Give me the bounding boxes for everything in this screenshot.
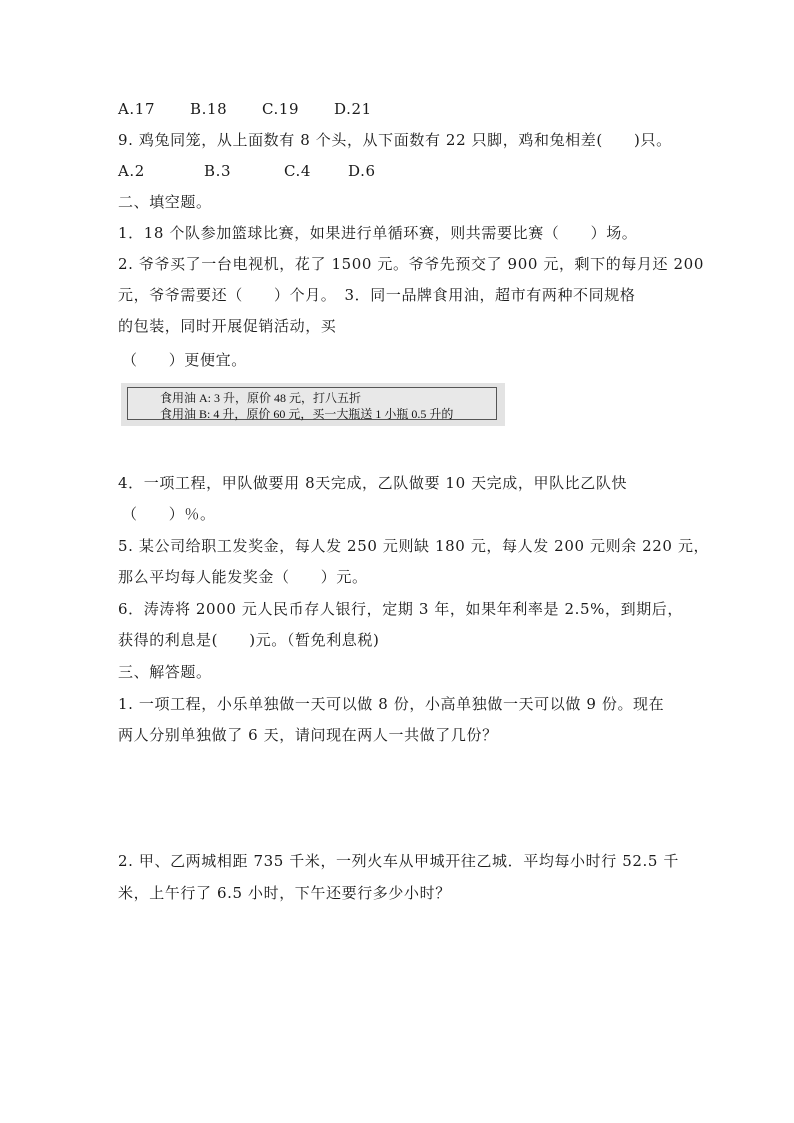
fill-question-1: 1．18 个队参加篮球比赛，如果进行单循环赛，则共需要比赛（ ）场。 [118,224,638,242]
option-b: B.3 [204,162,232,180]
answer-question-1-line2: 两人分别单独做了 6 天，请问现在两人一共做了几份？ [118,726,498,744]
option-a: A.2 [118,162,145,180]
fill-question-2-line1: 2. 爷爷买了一台电视机，花了 1500 元。爷爷先预交了 900 元，剩下的每月还 200 [118,255,704,273]
fill-question-5-line2: 那么平均每人能发奖金（ ）元。 [118,568,368,586]
fill-question-3-line2: （ ）更便宜。 [122,351,247,369]
fill-question-4-line1: 4．一项工程，甲队做要用 8天完成，乙队做要 10 天完成，甲队比乙队快 [118,474,628,492]
oil-info-box [121,383,505,426]
fill-question-4-line2: （ ）％。 [122,505,216,523]
fill-question-6-line2: 获得的利息是( )元。（暂免利息税) [118,631,380,649]
section-2-title: 二、填空题。 [118,193,212,211]
fill-question-5-line1: 5. 某公司给职工发奖金，每人发 250 元则缺 180 元，每人发 200 元则余 220 元， [118,537,710,555]
fill-question-6-line1: 6．涛涛将 2000 元人民币存人银行，定期 3 年，如果年利率是 2.5%，到期后， [118,600,684,618]
q9-options [118,161,376,181]
option-d: D.21 [334,100,372,118]
fill-question-3-line1: 的包装，同时开展促销活动，买 [118,317,337,335]
option-c: C.19 [262,100,300,118]
question-9-stem: 9. 鸡兔同笼，从上面数有 8 个头，从下面数有 22 只脚，鸡和兔相差( )只。 [118,131,672,149]
oil-a-text: 食用油 A: 3 升，原价 48 元，打八五折 [160,391,362,405]
q8-options [118,99,372,119]
option-b: B.18 [190,100,228,118]
answer-question-2-line1: 2. 甲、乙两城相距 735 千米，一列火车从甲城开往乙城．平均每小时行 52.5 千 [118,852,679,870]
answer-question-1-line1: 1. 一项工程，小乐单独做一天可以做 8 份，小高单独做一天可以做 9 份。现在 [118,695,665,713]
oil-info-frame [127,387,497,420]
option-c: C.4 [284,162,312,180]
section-3-title: 三、解答题。 [118,663,212,681]
option-d: D.6 [348,162,376,180]
option-a: A.17 [118,100,156,118]
fill-question-2-line2: 元，爷爷需要还（ ）个月。 3．同一品牌食用油，超市有两种不同规格 [118,286,636,304]
answer-question-2-line2: 米，上午行了 6.5 小时，下午还要行多少小时？ [118,884,451,902]
oil-b-text: 食用油 B: 4 升，原价 60 元，买一大瓶送 1 小瓶 0.5 升的 [160,407,454,421]
